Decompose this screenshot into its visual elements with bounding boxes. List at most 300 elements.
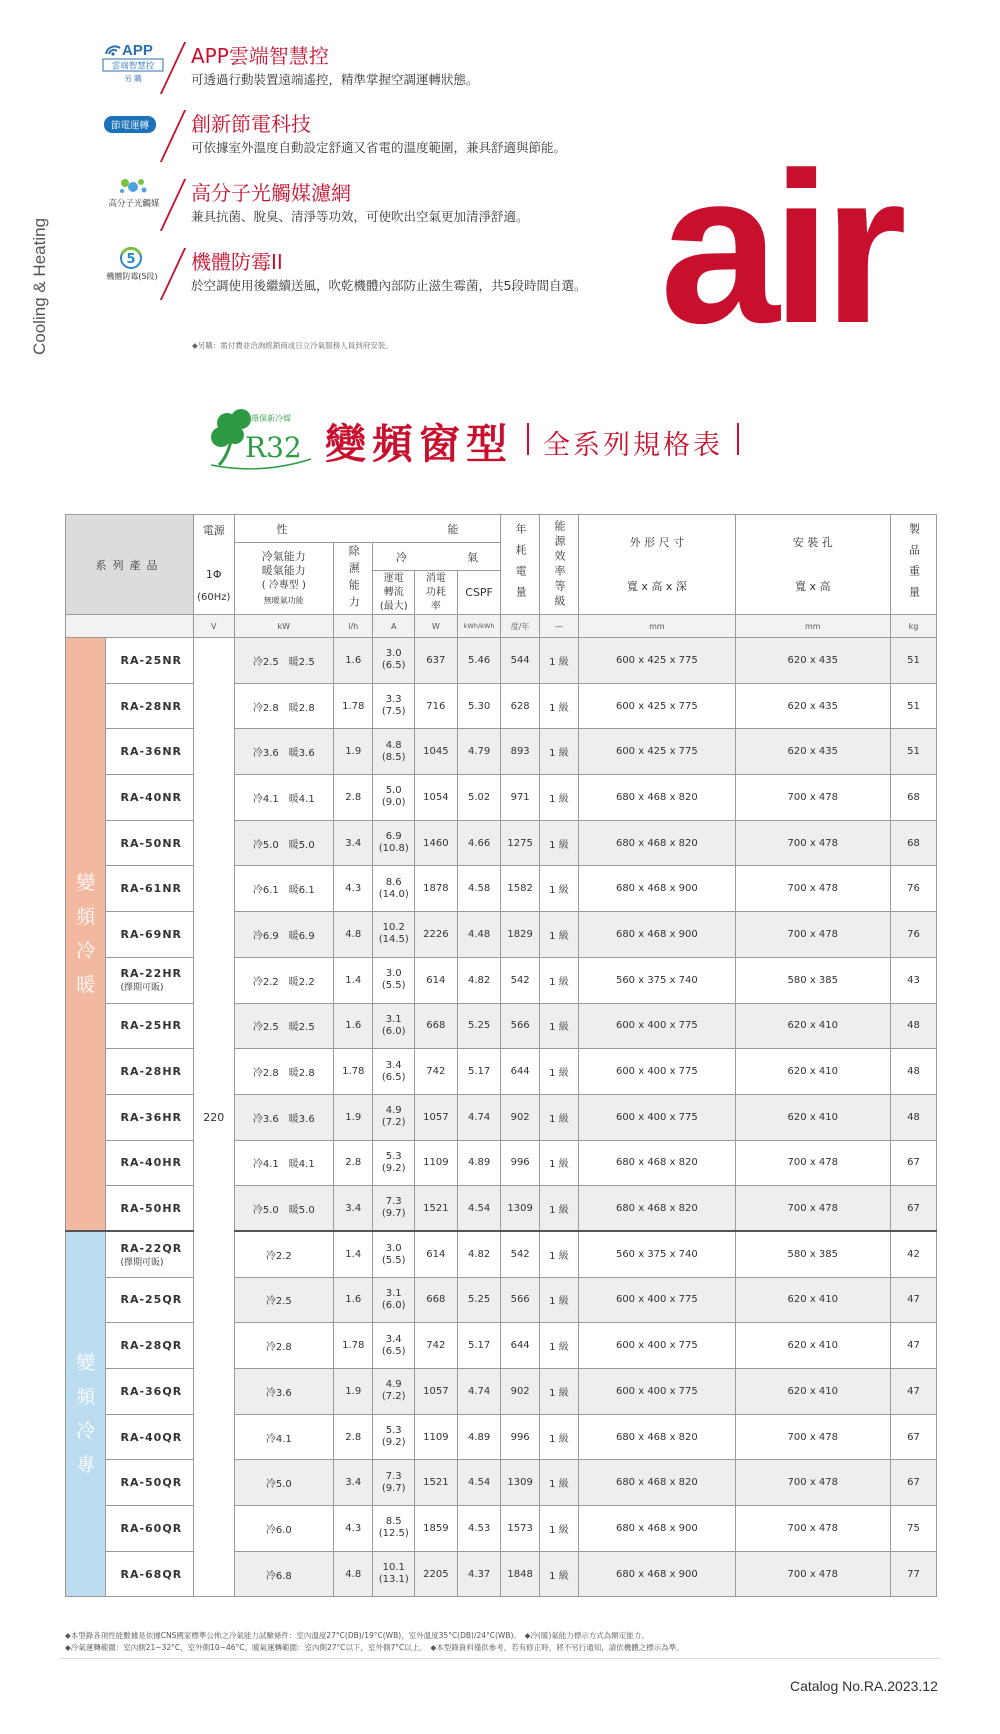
watt-cell: 614 [415, 957, 458, 1003]
group-label: 變 頻 冷 專 [66, 1231, 106, 1597]
feature-title: 高分子光觸媒濾網 [191, 181, 351, 205]
annual-cell: 996 [501, 1414, 539, 1460]
dimension-cell: 680 x 468 x 900 [579, 912, 735, 958]
dimension-cell: 600 x 400 x 775 [579, 1277, 735, 1323]
dimension-cell: 680 x 468 x 820 [579, 820, 735, 866]
side-label-text: Cooling & Heating [30, 217, 49, 355]
mount-cell: 700 x 478 [735, 1140, 890, 1186]
header-dehumid: 除濕能力 [334, 543, 373, 615]
footnote-2: ◆冷氣運轉範圍：室內側21~32°C，室外側10~46°C。暖氣運轉範圍：室內側27°C以下，室外側7°C以上。 ◆本型錄資料僅供參考，若有修正時，將不另行通知，請依機體之標示為準。 [65, 1643, 684, 1652]
grade-cell: 1 級 [539, 1094, 578, 1140]
mold-icon-num: 5 [126, 252, 136, 267]
weight-cell: 67 [890, 1186, 936, 1232]
dehumid-cell: 1.78 [334, 683, 373, 729]
weight-cell: 77 [890, 1551, 936, 1597]
header-annual: 年耗電量 [501, 515, 539, 615]
model-name: RA-22QR (擇期可販) [106, 1231, 194, 1277]
dehumid-cell: 1.6 [334, 1277, 373, 1323]
annual-cell: 1309 [501, 1460, 539, 1506]
dimension-cell: 680 x 468 x 900 [579, 1506, 735, 1552]
purchase-note: ◆另購：需付費並洽詢經銷商或日立冷氣服務人員到府安裝。 [192, 341, 393, 350]
filter-icon-text: 高分子光觸媒 [108, 199, 160, 209]
title-row [205, 405, 825, 475]
capacity-cell: 冷2.5 暖2.5 [234, 638, 334, 684]
mount-cell: 700 x 478 [735, 1186, 890, 1232]
clover-r32-icon [205, 405, 315, 473]
dimension-cell: 680 x 468 x 820 [579, 775, 735, 821]
feature-title: APP雲端智慧控 [191, 44, 329, 68]
header-efficiency: 能源效率等級 [539, 515, 578, 615]
watt-cell: 1054 [415, 775, 458, 821]
dehumid-cell: 4.8 [334, 912, 373, 958]
capacity-cell: 冷2.2 [234, 1231, 334, 1277]
unit-capacity: kW [234, 615, 334, 638]
cspf-cell: 5.17 [457, 1049, 501, 1095]
unit-dehumid: l/h [334, 615, 373, 638]
mount-cell: 620 x 410 [735, 1369, 890, 1415]
grade-cell: 1 級 [539, 820, 578, 866]
model-name: RA-28NR [106, 683, 194, 729]
header-cspf: CSPF [457, 571, 501, 615]
cspf-cell: 4.89 [457, 1414, 501, 1460]
watt-cell: 1109 [415, 1140, 458, 1186]
model-name: RA-50HR [106, 1186, 194, 1232]
mount-cell: 700 x 478 [735, 775, 890, 821]
watt-cell: 1859 [415, 1506, 458, 1552]
watt-cell: 1878 [415, 866, 458, 912]
model-name: RA-40QR [106, 1414, 194, 1460]
cspf-cell: 4.79 [457, 729, 501, 775]
watt-cell: 742 [415, 1049, 458, 1095]
dimension-cell: 680 x 468 x 900 [579, 866, 735, 912]
unit-current: A [373, 615, 415, 638]
dehumid-cell: 3.4 [334, 1460, 373, 1506]
capacity-cell: 冷3.6 暖3.6 [234, 729, 334, 775]
unit-power: V [194, 615, 234, 638]
model-name: RA-22HR (擇期可販) [106, 957, 194, 1003]
feature-app [100, 40, 660, 100]
model-name: RA-68QR [106, 1551, 194, 1597]
capacity-cell: 冷2.5 [234, 1277, 334, 1323]
current-cell: 10.2 (14.5) [373, 912, 415, 958]
watt-cell: 614 [415, 1231, 458, 1277]
weight-cell: 68 [890, 775, 936, 821]
header-capacity: 冷氣能力 暖氣能力 ( 冷專型 ) 無暖氣功能 [234, 543, 334, 615]
dehumid-cell: 1.9 [334, 1094, 373, 1140]
air-logo: air [660, 127, 899, 368]
capacity-cell: 冷2.2 暖2.2 [234, 957, 334, 1003]
annual-cell: 566 [501, 1003, 539, 1049]
dimension-cell: 560 x 375 x 740 [579, 957, 735, 1003]
dimension-cell: 600 x 400 x 775 [579, 1094, 735, 1140]
annual-cell: 542 [501, 957, 539, 1003]
dimension-cell: 600 x 425 x 775 [579, 729, 735, 775]
group-label: 變 頻 冷 暖 [66, 638, 106, 1232]
capacity-cell: 冷4.1 暖4.1 [234, 775, 334, 821]
dimension-cell: 600 x 400 x 775 [579, 1049, 735, 1095]
side-label [24, 195, 54, 365]
unit-mount: mm [735, 615, 890, 638]
header-series: 系列產品 [66, 515, 194, 615]
watt-cell: 1045 [415, 729, 458, 775]
mount-cell: 700 x 478 [735, 820, 890, 866]
dimension-cell: 680 x 468 x 900 [579, 1551, 735, 1597]
weight-cell: 47 [890, 1277, 936, 1323]
annual-cell: 1848 [501, 1551, 539, 1597]
feature-desc: 可透過行動裝置遠端遙控，精準掌握空調運轉狀態。 [191, 72, 479, 87]
model-name: RA-36NR [106, 729, 194, 775]
annual-cell: 902 [501, 1094, 539, 1140]
watt-cell: 668 [415, 1003, 458, 1049]
capacity-cell: 冷5.0 暖5.0 [234, 820, 334, 866]
mount-cell: 700 x 478 [735, 866, 890, 912]
weight-cell: 68 [890, 820, 936, 866]
page-title: 變頻窗型 [325, 420, 513, 468]
weight-cell: 67 [890, 1460, 936, 1506]
grade-cell: 1 級 [539, 912, 578, 958]
current-cell: 3.1 (6.0) [373, 1277, 415, 1323]
watt-cell: 668 [415, 1277, 458, 1323]
weight-cell: 51 [890, 638, 936, 684]
unit-efficiency: — [539, 615, 578, 638]
capacity-cell: 冷5.0 [234, 1460, 334, 1506]
annual-cell: 1309 [501, 1186, 539, 1232]
current-cell: 3.0 (6.5) [373, 638, 415, 684]
app-icon-sub2: 另 購 [124, 74, 142, 83]
dehumid-cell: 4.3 [334, 866, 373, 912]
cspf-cell: 5.17 [457, 1323, 501, 1369]
mount-cell: 620 x 410 [735, 1277, 890, 1323]
model-name: RA-28QR [106, 1323, 194, 1369]
current-cell: 4.9 (7.2) [373, 1094, 415, 1140]
grade-cell: 1 級 [539, 1140, 578, 1186]
cspf-cell: 5.25 [457, 1003, 501, 1049]
model-name: RA-40NR [106, 775, 194, 821]
cspf-cell: 5.30 [457, 683, 501, 729]
unit-cspf: kWh/kWh [457, 615, 501, 638]
current-cell: 8.6 (14.0) [373, 866, 415, 912]
grade-cell: 1 級 [539, 1323, 578, 1369]
grade-cell: 1 級 [539, 1186, 578, 1232]
annual-cell: 1829 [501, 912, 539, 958]
cspf-cell: 4.54 [457, 1186, 501, 1232]
mount-cell: 580 x 385 [735, 957, 890, 1003]
dehumid-cell: 1.4 [334, 1231, 373, 1277]
annual-cell: 971 [501, 775, 539, 821]
dimension-cell: 680 x 468 x 820 [579, 1140, 735, 1186]
dehumid-cell: 1.9 [334, 1369, 373, 1415]
capacity-cell: 冷6.8 [234, 1551, 334, 1597]
weight-cell: 43 [890, 957, 936, 1003]
feature-mold [100, 246, 660, 306]
current-cell: 3.3 (7.5) [373, 683, 415, 729]
current-cell: 10.1 (13.1) [373, 1551, 415, 1597]
dehumid-cell: 4.8 [334, 1551, 373, 1597]
cspf-cell: 4.66 [457, 820, 501, 866]
watt-cell: 2226 [415, 912, 458, 958]
capacity-cell: 冷3.6 [234, 1369, 334, 1415]
capacity-cell: 冷2.8 暖2.8 [234, 1049, 334, 1095]
dehumid-cell: 1.9 [334, 729, 373, 775]
mount-cell: 620 x 410 [735, 1003, 890, 1049]
header-consumption: 消電功耗率 [415, 571, 458, 615]
spec-table-body [66, 638, 937, 1597]
dehumid-cell: 1.6 [334, 1003, 373, 1049]
dehumid-cell: 2.8 [334, 775, 373, 821]
grade-cell: 1 級 [539, 1460, 578, 1506]
weight-cell: 67 [890, 1140, 936, 1186]
grade-cell: 1 級 [539, 957, 578, 1003]
energy-saving-icon [100, 108, 168, 154]
current-cell: 3.4 (6.5) [373, 1049, 415, 1095]
current-cell: 4.9 (7.2) [373, 1369, 415, 1415]
header-current: 運電轉流(最大) [373, 571, 415, 615]
model-name: RA-36HR [106, 1094, 194, 1140]
cspf-cell: 4.54 [457, 1460, 501, 1506]
mount-cell: 620 x 435 [735, 683, 890, 729]
table-row [66, 638, 937, 684]
dimension-cell: 600 x 425 x 775 [579, 638, 735, 684]
annual-cell: 893 [501, 729, 539, 775]
dehumid-cell: 4.3 [334, 1506, 373, 1552]
title-divider-end [737, 423, 739, 455]
mount-cell: 700 x 478 [735, 1460, 890, 1506]
feature-title: 創新節電科技 [191, 112, 311, 136]
grade-cell: 1 級 [539, 1414, 578, 1460]
capacity-cell: 冷6.0 [234, 1506, 334, 1552]
app-icon-sub: 雲端智慧控 [111, 61, 155, 72]
weight-cell: 48 [890, 1049, 936, 1095]
dimension-cell: 600 x 400 x 775 [579, 1369, 735, 1415]
watt-cell: 637 [415, 638, 458, 684]
unit-weight: kg [890, 615, 936, 638]
dimension-cell: 600 x 425 x 775 [579, 683, 735, 729]
current-cell: 6.9 (10.8) [373, 820, 415, 866]
cspf-cell: 4.74 [457, 1094, 501, 1140]
footnote-1: ◆本型錄各項性能數據是依據CNS國家標準公佈之冷氣能力試驗條件：室內溫度27°C(DB)/19°C(WB)，室外溫度35°C(DB)/24°C(WB)。 ◆冷(暖)氣能力標示方式為額定能力。 [65, 1631, 649, 1640]
model-name: RA-50NR [106, 820, 194, 866]
cspf-cell: 5.02 [457, 775, 501, 821]
watt-cell: 1057 [415, 1094, 458, 1140]
mount-cell: 620 x 410 [735, 1049, 890, 1095]
watt-cell: 716 [415, 683, 458, 729]
mold-prevention-icon [100, 246, 168, 292]
grade-cell: 1 級 [539, 683, 578, 729]
grade-cell: 1 級 [539, 1231, 578, 1277]
dimension-cell: 680 x 468 x 820 [579, 1414, 735, 1460]
capacity-cell: 冷3.6 暖3.6 [234, 1094, 334, 1140]
model-name: RA-61NR [106, 866, 194, 912]
capacity-cell: 冷4.1 暖4.1 [234, 1140, 334, 1186]
unit-dimension: mm [579, 615, 735, 638]
dimension-cell: 600 x 400 x 775 [579, 1003, 735, 1049]
dehumid-cell: 1.4 [334, 957, 373, 1003]
annual-cell: 644 [501, 1323, 539, 1369]
dehumid-cell: 2.8 [334, 1414, 373, 1460]
dimension-cell: 680 x 468 x 820 [579, 1186, 735, 1232]
model-name: RA-40HR [106, 1140, 194, 1186]
unit-annual: 度/年 [501, 615, 539, 638]
grade-cell: 1 級 [539, 866, 578, 912]
dehumid-cell: 1.6 [334, 638, 373, 684]
annual-cell: 902 [501, 1369, 539, 1415]
r32-code: R32 [245, 431, 302, 464]
annual-cell: 1582 [501, 866, 539, 912]
current-cell: 7.3 (9.7) [373, 1186, 415, 1232]
annual-cell: 542 [501, 1231, 539, 1277]
current-cell: 3.0 (5.5) [373, 957, 415, 1003]
annual-cell: 644 [501, 1049, 539, 1095]
grade-cell: 1 級 [539, 1277, 578, 1323]
feature-desc: 兼具抗菌、脫臭、清淨等功效，可使吹出空氣更加清淨舒適。 [191, 209, 529, 224]
mount-cell: 620 x 435 [735, 729, 890, 775]
mount-cell: 620 x 410 [735, 1094, 890, 1140]
watt-cell: 742 [415, 1323, 458, 1369]
grade-cell: 1 級 [539, 1506, 578, 1552]
header-power: 電源 1Φ (60Hz) [194, 515, 234, 615]
current-cell: 3.4 (6.5) [373, 1323, 415, 1369]
weight-cell: 47 [890, 1369, 936, 1415]
title-divider [527, 423, 529, 455]
annual-cell: 628 [501, 683, 539, 729]
annual-cell: 996 [501, 1140, 539, 1186]
capacity-cell: 冷4.1 [234, 1414, 334, 1460]
cspf-cell: 4.53 [457, 1506, 501, 1552]
mount-cell: 620 x 435 [735, 638, 890, 684]
capacity-cell: 冷2.5 暖2.5 [234, 1003, 334, 1049]
catalog-number: Catalog No.RA.2023.12 [790, 1678, 938, 1694]
spec-table [65, 514, 937, 1597]
capacity-cell: 冷2.8 暖2.8 [234, 683, 334, 729]
dehumid-cell: 2.8 [334, 1140, 373, 1186]
weight-cell: 76 [890, 912, 936, 958]
watt-cell: 1460 [415, 820, 458, 866]
r32-badge-text: 環保新冷媒 [251, 414, 291, 423]
grade-cell: 1 級 [539, 1049, 578, 1095]
app-cloud-icon [100, 40, 168, 86]
voltage-cell: 220 [194, 638, 234, 1597]
capacity-cell: 冷6.1 暖6.1 [234, 866, 334, 912]
capacity-cell: 冷6.9 暖6.9 [234, 912, 334, 958]
cspf-cell: 4.58 [457, 866, 501, 912]
cspf-cell: 4.48 [457, 912, 501, 958]
dehumid-cell: 1.78 [334, 1049, 373, 1095]
model-name: RA-28HR [106, 1049, 194, 1095]
dimension-cell: 560 x 375 x 740 [579, 1231, 735, 1277]
header-mount: 安 裝 孔 寬 x 高 [735, 515, 890, 615]
watt-cell: 1057 [415, 1369, 458, 1415]
footer-rule [60, 1658, 940, 1659]
current-cell: 5.0 (9.0) [373, 775, 415, 821]
grade-cell: 1 級 [539, 1003, 578, 1049]
page-subtitle: 全系列規格表 [543, 430, 723, 461]
cspf-cell: 4.74 [457, 1369, 501, 1415]
model-name: RA-36QR [106, 1369, 194, 1415]
weight-cell: 48 [890, 1003, 936, 1049]
feature-energy [100, 108, 660, 168]
header-dimension: 外 形 尺 寸 寬 x 高 x 深 [579, 515, 735, 615]
grade-cell: 1 級 [539, 638, 578, 684]
model-name: RA-60QR [106, 1506, 194, 1552]
cspf-cell: 4.89 [457, 1140, 501, 1186]
dimension-cell: 680 x 468 x 820 [579, 1460, 735, 1506]
feature-desc: 可依據室外溫度自動設定舒適又省電的溫度範圍，兼具舒適與節能。 [191, 140, 567, 155]
energy-icon-text: 節電運轉 [110, 120, 150, 132]
weight-cell: 42 [890, 1231, 936, 1277]
mount-cell: 700 x 478 [735, 1551, 890, 1597]
weight-cell: 75 [890, 1506, 936, 1552]
dimension-cell: 600 x 400 x 775 [579, 1323, 735, 1369]
mount-cell: 580 x 385 [735, 1231, 890, 1277]
unit-consumption: W [415, 615, 458, 638]
watt-cell: 1521 [415, 1186, 458, 1232]
dehumid-cell: 3.4 [334, 1186, 373, 1232]
dehumid-cell: 3.4 [334, 820, 373, 866]
capacity-cell: 冷2.8 [234, 1323, 334, 1369]
unit-blank [66, 615, 194, 638]
feature-filter [100, 177, 660, 237]
mount-cell: 700 x 478 [735, 912, 890, 958]
weight-cell: 51 [890, 729, 936, 775]
model-name: RA-25HR [106, 1003, 194, 1049]
mount-cell: 700 x 478 [735, 1414, 890, 1460]
feature-title: 機體防霉II [191, 250, 283, 274]
grade-cell: 1 級 [539, 729, 578, 775]
capacity-cell: 冷5.0 暖5.0 [234, 1186, 334, 1232]
header-cooling: 冷 氣 [373, 543, 501, 571]
current-cell: 3.1 (6.0) [373, 1003, 415, 1049]
mount-cell: 700 x 478 [735, 1506, 890, 1552]
model-name: RA-25NR [106, 638, 194, 684]
dehumid-cell: 1.78 [334, 1323, 373, 1369]
cspf-cell: 5.25 [457, 1277, 501, 1323]
annual-cell: 1573 [501, 1506, 539, 1552]
model-name: RA-69NR [106, 912, 194, 958]
weight-cell: 48 [890, 1094, 936, 1140]
cspf-cell: 4.37 [457, 1551, 501, 1597]
model-name: RA-50QR [106, 1460, 194, 1506]
weight-cell: 76 [890, 866, 936, 912]
annual-cell: 1275 [501, 820, 539, 866]
watt-cell: 2205 [415, 1551, 458, 1597]
current-cell: 7.3 (9.7) [373, 1460, 415, 1506]
mount-cell: 620 x 410 [735, 1323, 890, 1369]
watt-cell: 1109 [415, 1414, 458, 1460]
current-cell: 8.5 (12.5) [373, 1506, 415, 1552]
weight-cell: 67 [890, 1414, 936, 1460]
app-icon-text: APP [122, 42, 153, 59]
photocatalyst-filter-icon [100, 177, 168, 223]
cspf-cell: 4.82 [457, 957, 501, 1003]
header-performance: 性 能 [234, 515, 501, 543]
grade-cell: 1 級 [539, 1369, 578, 1415]
current-cell: 3.0 (5.5) [373, 1231, 415, 1277]
header-weight: 製品重量 [890, 515, 936, 615]
current-cell: 5.3 (9.2) [373, 1414, 415, 1460]
mold-icon-text: 機體防霉(5段) [106, 272, 158, 281]
current-cell: 4.8 (8.5) [373, 729, 415, 775]
grade-cell: 1 級 [539, 775, 578, 821]
feature-desc: 於空調使用後繼續送風，吹乾機體內部防止滋生霉菌，共5段時間自選。 [191, 278, 587, 293]
grade-cell: 1 級 [539, 1551, 578, 1597]
watt-cell: 1521 [415, 1460, 458, 1506]
model-name: RA-25QR [106, 1277, 194, 1323]
weight-cell: 47 [890, 1323, 936, 1369]
annual-cell: 544 [501, 638, 539, 684]
cspf-cell: 4.82 [457, 1231, 501, 1277]
annual-cell: 566 [501, 1277, 539, 1323]
cspf-cell: 5.46 [457, 638, 501, 684]
